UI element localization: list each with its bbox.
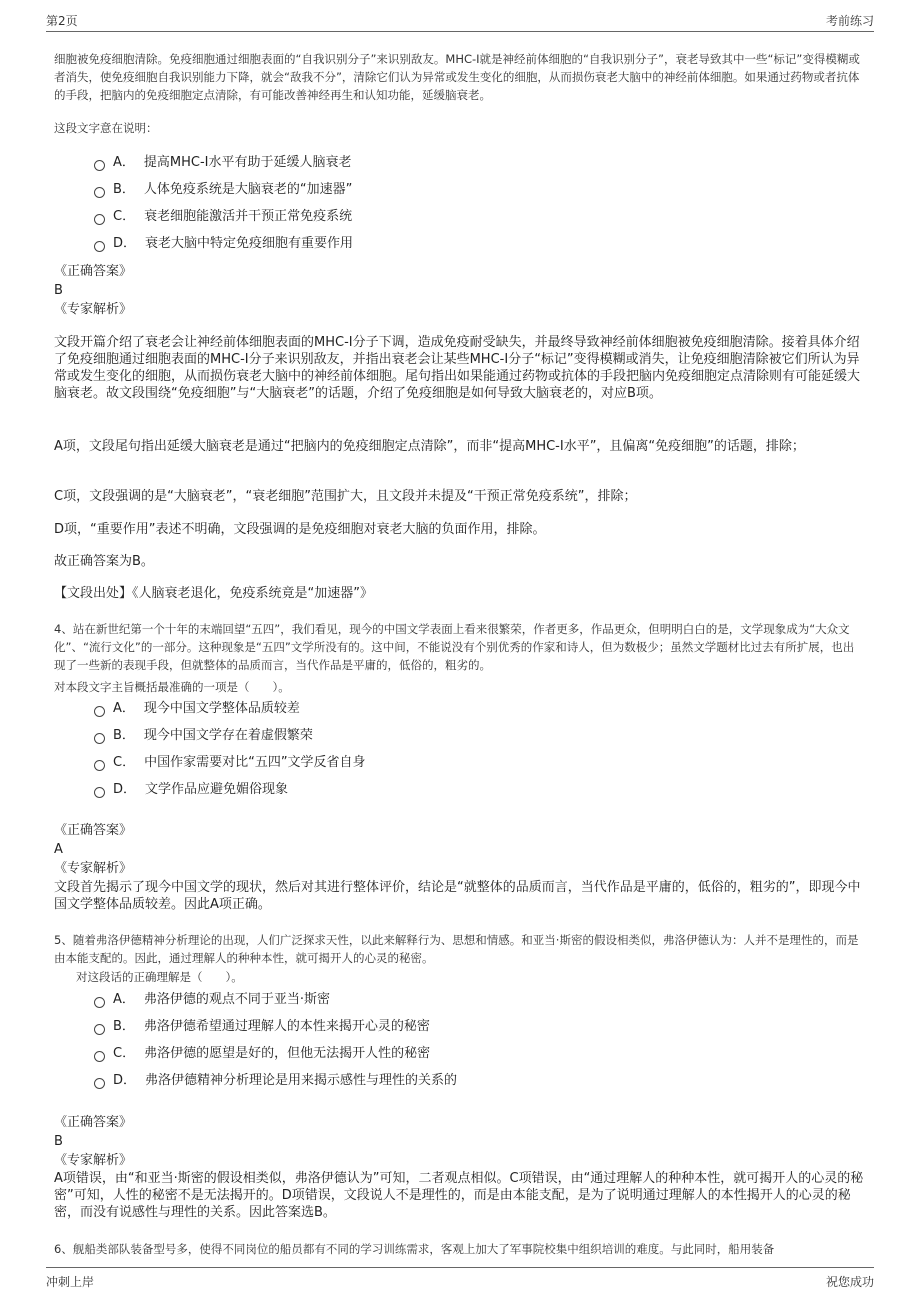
q3-analysis-p3: C项，文段强调的是“大脑衰老”，“衰老细胞”范围扩大，且文段并未提及“干预正常免疫系统”，排除； (54, 489, 637, 504)
header-title: 考前练习 (825, 14, 874, 28)
q3-option-d[interactable]: D． 衰老大脑中特定免疫细胞有重要作用 (94, 235, 353, 253)
q3-analysis-p1: 文段开篇介绍了衰老会让神经前体细胞表面的MHC-I分子下调，造成免疫耐受缺失，并最终导致神经前体细胞被免疫细胞清除。接着具体介绍了免疫细胞通过细胞表面的MHC-I分子来识别敌友，并指出衰老会让某些MHC-I分子“标记”变得模糊或消失，让免疫细胞清除被它们所认为异常或发生变化的细胞，从而损伤衰老大脑中的神经前体细胞。尾句指出如果能通过药物或抗体的手段把脑内免疫细胞定点清除则有可能延缓大脑衰老。故文段围绕“免疫细胞”与“大脑衰老”的话题，介绍了免疫细胞是如何导致大脑衰老的，对应B项。 (54, 335, 861, 401)
q6-passage: 6、舰船类部队装备型号多，使得不同岗位的船员都有不同的学习训练需求，客观上加大了军事院校集中组织培训的难度。与此同时，船用装备 (54, 1242, 775, 1256)
q3-analysis-p5: 故正确答案为B。 (54, 554, 154, 569)
q3-source: 【文段出处】《人脑衰老退化，免疫系统竟是“加速器”》 (54, 586, 373, 601)
radio-icon[interactable] (94, 997, 105, 1008)
page-number: 第2页 (46, 14, 78, 28)
footer-right: 祝您成功 (825, 1275, 874, 1289)
q3-answer-label: 《正确答案》 (54, 264, 133, 279)
q3-option-c[interactable]: C． 衰老细胞能激活并干预正常免疫系统 (94, 208, 352, 226)
footer-rule (46, 1267, 874, 1268)
radio-icon[interactable] (94, 241, 105, 252)
q5-option-b[interactable]: B． 弗洛伊德希望通过理解人的本性来揭开心灵的秘密 (94, 1018, 430, 1036)
q4-stem: 对本段文字主旨概括最准确的一项是（ ）。 (54, 680, 290, 694)
q4-option-d[interactable]: D． 文学作品应避免媚俗现象 (94, 781, 288, 799)
q4-analysis: 文段首先揭示了现今中国文学的现状，然后对其进行整体评价，结论是“就整体的品质而言，当代作品是平庸的，低俗的，粗劣的”，即现今中国文学整体品质较差。因此A项正确。 (54, 880, 861, 912)
q3-option-b[interactable]: B． 人体免疫系统是大脑衰老的“加速器” (94, 181, 352, 199)
q3-analysis-label: 《专家解析》 (54, 302, 133, 317)
radio-icon[interactable] (94, 760, 105, 771)
q5-answer-label: 《正确答案》 (54, 1115, 133, 1130)
q5-analysis-label: 《专家解析》 (54, 1153, 133, 1168)
footer-left: 冲刺上岸 (46, 1275, 95, 1289)
q4-answer-label: 《正确答案》 (54, 823, 133, 838)
q5-stem: 对这段话的正确理解是（ ）。 (76, 970, 243, 984)
q5-answer: B (54, 1134, 63, 1149)
q4-answer: A (54, 842, 63, 857)
q5-option-c[interactable]: C． 弗洛伊德的愿望是好的，但他无法揭开人性的秘密 (94, 1045, 430, 1063)
radio-icon[interactable] (94, 1024, 105, 1035)
header-rule (46, 31, 874, 32)
q3-analysis-p2: A项，文段尾句指出延缓大脑衰老是通过“把脑内的免疫细胞定点清除”，而非“提高MHC-I水平”，且偏离“免疫细胞”的话题，排除； (54, 439, 805, 454)
radio-icon[interactable] (94, 214, 105, 225)
radio-icon[interactable] (94, 1051, 105, 1062)
radio-icon[interactable] (94, 160, 105, 171)
radio-icon[interactable] (94, 187, 105, 198)
q4-passage: 4、站在新世纪第一个十年的末端回望“五四”，我们看见，现今的中国文学表面上看来很繁荣，作者更多，作品更众，但明明白白的是，文学现象成为“大众文化”、“流行文化”的一部分。这种现象是“五四”文学所没有的。这中间，不能说没有个别优秀的作家和诗人，但为数极少；虽然文学题材比过去有所扩展，也出现了一些新的表现手段，但就整体的品质而言，当代作品是平庸的，低俗的，粗劣的。 (54, 622, 855, 672)
q5-option-a[interactable]: A． 弗洛伊德的观点不同于亚当·斯密 (94, 991, 330, 1009)
q3-answer: B (54, 283, 63, 298)
q4-option-b[interactable]: B． 现今中国文学存在着虚假繁荣 (94, 727, 313, 745)
q3-stem: 这段文字意在说明： (54, 121, 158, 135)
q3-passage: 细胞被免疫细胞清除。免疫细胞通过细胞表面的“自我识别分子”来识别敌友。MHC-I就是神经前体细胞的“自我识别分子”，衰老导致其中一些“标记”变得模糊或者消失，使免疫细胞自我识别能力下降，就会“敌我不分”，清除它们认为异常或发生变化的细胞，从而损伤衰老大脑中的神经前体细胞。如果通过药物或者抗体的手段，把脑内的免疫细胞定点清除，有可能改善神经再生和认知功能，延缓脑衰老。 (54, 52, 860, 102)
radio-icon[interactable] (94, 1078, 105, 1089)
q4-analysis-label: 《专家解析》 (54, 861, 133, 876)
q5-option-d[interactable]: D． 弗洛伊德精神分析理论是用来揭示感性与理性的关系的 (94, 1072, 457, 1090)
q4-option-c[interactable]: C． 中国作家需要对比“五四”文学反省自身 (94, 754, 366, 772)
q5-analysis: A项错误，由“和亚当·斯密的假设相类似，弗洛伊德认为”可知，二者观点相似。C项错误，由“通过理解人的种种本性，就可揭开人的心灵的秘密”可知，人性的秘密不是无法揭开的。D项错误，文段说人不是理性的，而是由本能支配，是为了说明通过理解人的本性揭开人的心灵的秘密，而没有说感性与理性的关系。因此答案选B。 (54, 1171, 864, 1220)
q4-option-a[interactable]: A． 现今中国文学整体品质较差 (94, 700, 300, 718)
radio-icon[interactable] (94, 706, 105, 717)
q3-option-a[interactable]: A． 提高MHC-I水平有助于延缓人脑衰老 (94, 154, 352, 172)
q5-passage: 5、随着弗洛伊德精神分析理论的出现，人们广泛探求天性，以此来解释行为、思想和情感。和亚当·斯密的假设相类似，弗洛伊德认为：人并不是理性的，而是由本能支配的。因此，通过理解人的种种本性，就可揭开人的心灵的秘密。 (54, 933, 859, 965)
radio-icon[interactable] (94, 733, 105, 744)
q3-analysis-p4: D项，“重要作用”表述不明确，文段强调的是免疫细胞对衰老大脑的负面作用，排除。 (54, 522, 546, 537)
radio-icon[interactable] (94, 787, 105, 798)
page-header (46, 12, 874, 30)
